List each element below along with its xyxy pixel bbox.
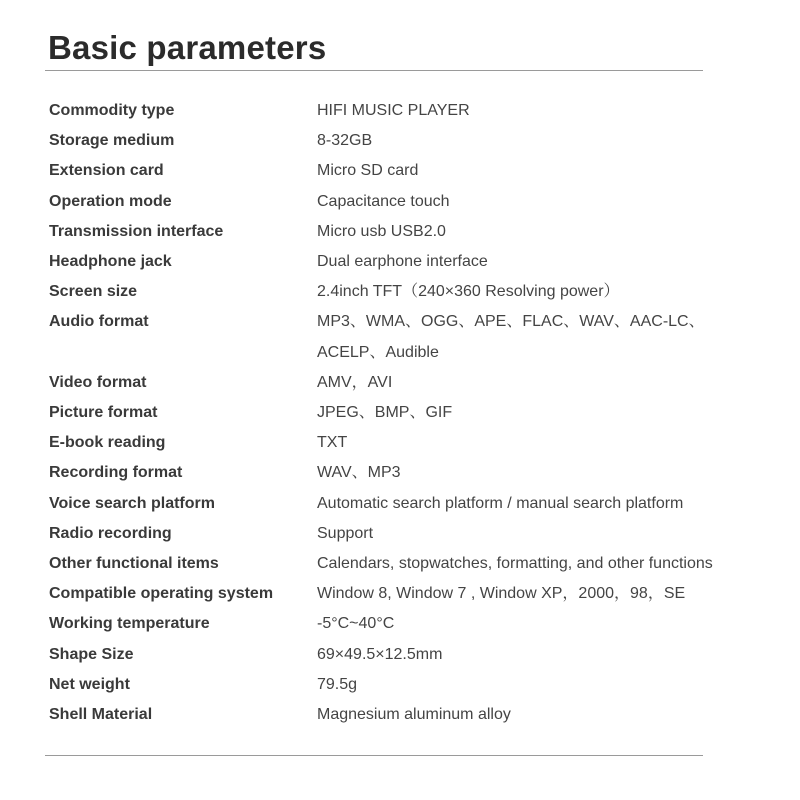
param-label: Screen size bbox=[49, 283, 138, 301]
param-label: Recording format bbox=[49, 464, 183, 482]
param-label: Audio format bbox=[49, 313, 149, 331]
param-label: Shell Material bbox=[49, 706, 153, 724]
param-row-extension-card bbox=[49, 156, 749, 186]
param-row-commodity-type bbox=[49, 96, 749, 126]
param-label: Working temperature bbox=[49, 615, 210, 633]
param-label: Shape Size bbox=[49, 645, 134, 663]
param-row-screen-size bbox=[49, 277, 749, 307]
param-value: Support bbox=[317, 524, 374, 542]
param-value: Dual earphone interface bbox=[317, 253, 488, 271]
param-row-operation-mode bbox=[49, 187, 749, 217]
bottom-divider bbox=[45, 755, 703, 756]
param-row-shell-material bbox=[49, 700, 749, 730]
param-value: -5°C~40°C bbox=[317, 615, 395, 633]
param-label: Transmission interface bbox=[49, 222, 224, 240]
parameters-table bbox=[49, 96, 749, 730]
param-value: 2.4inch TFT（240×360 Resolving power） bbox=[317, 283, 620, 301]
param-value: AMV，AVI bbox=[317, 373, 393, 391]
param-row-video-format bbox=[49, 368, 749, 398]
param-label: Compatible operating system bbox=[49, 585, 274, 603]
param-row-picture-format bbox=[49, 398, 749, 428]
param-label: Storage medium bbox=[49, 132, 175, 150]
param-value: Calendars, stopwatches, formatting, and other functions bbox=[317, 555, 713, 573]
param-value: MP3、WMA、OGG、APE、FLAC、WAV、AAC-LC、 ACELP、Audible bbox=[317, 313, 705, 361]
param-value: Micro SD card bbox=[317, 162, 419, 180]
param-value: Automatic search platform / manual search platform bbox=[317, 494, 684, 512]
page-title: Basic parameters bbox=[48, 29, 327, 66]
param-value: TXT bbox=[317, 434, 348, 452]
param-label: Radio recording bbox=[49, 524, 172, 542]
param-label: Video format bbox=[49, 373, 147, 391]
param-row-radio-recording bbox=[49, 519, 749, 549]
param-row-audio-format bbox=[49, 307, 749, 367]
param-row-transmission-interface bbox=[49, 217, 749, 247]
param-label: Net weight bbox=[49, 675, 130, 693]
param-value: Window 8, Window 7 , Window XP，2000，98，SE bbox=[317, 585, 686, 603]
param-value: JPEG、BMP、GIF bbox=[317, 404, 453, 422]
param-row-headphone-jack bbox=[49, 247, 749, 277]
param-value: Micro usb USB2.0 bbox=[317, 222, 446, 240]
param-value: WAV、MP3 bbox=[317, 464, 401, 482]
param-value: 69×49.5×12.5mm bbox=[317, 645, 443, 663]
param-value: 79.5g bbox=[317, 675, 358, 693]
param-row-net-weight bbox=[49, 670, 749, 700]
param-label: Picture format bbox=[49, 404, 158, 422]
param-value: Magnesium aluminum alloy bbox=[317, 706, 511, 724]
param-row-other-functional-items bbox=[49, 549, 749, 579]
param-value: HIFI MUSIC PLAYER bbox=[317, 102, 470, 119]
param-label: Other functional items bbox=[49, 555, 219, 573]
title-divider bbox=[45, 70, 703, 71]
param-label: E-book reading bbox=[49, 434, 166, 452]
param-row-compatible-os bbox=[49, 579, 749, 609]
param-label: Extension card bbox=[49, 162, 164, 180]
param-value: 8-32GB bbox=[317, 132, 373, 150]
param-row-voice-search-platform bbox=[49, 489, 749, 519]
param-row-shape-size bbox=[49, 640, 749, 670]
param-label: Headphone jack bbox=[49, 253, 172, 271]
param-row-working-temperature bbox=[49, 609, 749, 639]
param-row-recording-format bbox=[49, 458, 749, 488]
param-label: Commodity type bbox=[49, 102, 175, 119]
param-row-storage-medium bbox=[49, 126, 749, 156]
param-label: Operation mode bbox=[49, 192, 172, 210]
param-value: Capacitance touch bbox=[317, 192, 450, 210]
param-row-ebook-reading bbox=[49, 428, 749, 458]
param-label: Voice search platform bbox=[49, 494, 215, 512]
